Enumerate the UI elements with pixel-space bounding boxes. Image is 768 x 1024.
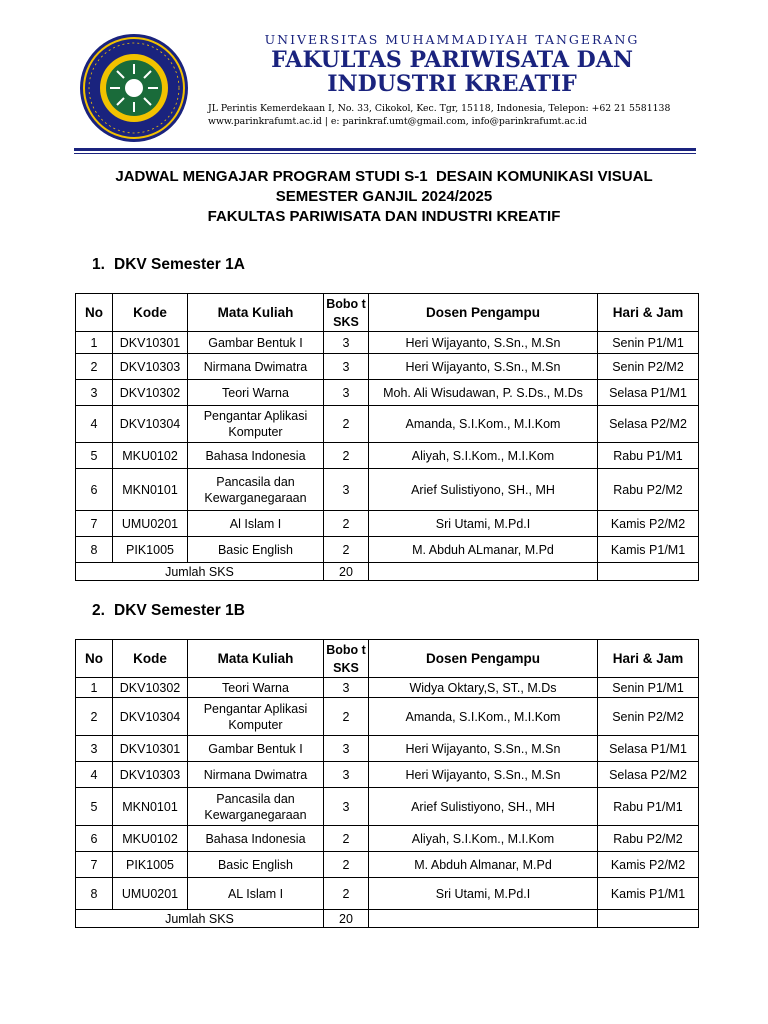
cell-hari: Rabu P2/M2 <box>598 469 699 511</box>
table-row <box>76 332 699 354</box>
cell-sks: 3 <box>324 469 369 511</box>
title-line-3: FAKULTAS PARIWISATA DAN INDUSTRI KREATIF <box>207 208 561 225</box>
cell-matkul: Al Islam I <box>188 511 324 537</box>
col-header-no: No <box>76 640 113 678</box>
cell-hari: Rabu P2/M2 <box>598 826 699 852</box>
cell-sks: 2 <box>324 878 369 910</box>
cell-dosen: Heri Wijayanto, S.Sn., M.Sn <box>369 332 598 354</box>
col-header-hari: Hari & Jam <box>598 294 699 332</box>
section-number: 1. <box>92 256 105 273</box>
cell-hari: Kamis P2/M2 <box>598 511 699 537</box>
faculty-name-line2: INDUSTRI KREATIF <box>327 71 577 97</box>
total-sks: 20 <box>324 910 369 928</box>
section-title-1a <box>92 256 245 274</box>
cell-matkul: Pancasila dan Kewarganegaraan <box>188 788 324 826</box>
cell-hari: Senin P2/M2 <box>598 354 699 380</box>
table-row <box>76 852 699 878</box>
cell-kode: MKU0102 <box>113 826 188 852</box>
total-label: Jumlah SKS <box>76 910 324 928</box>
cell-no: 6 <box>76 469 113 511</box>
cell-sks: 2 <box>324 852 369 878</box>
table-row <box>76 826 699 852</box>
cell-dosen: Heri Wijayanto, S.Sn., M.Sn <box>369 354 598 380</box>
col-header-sks: Bobo t SKS <box>324 294 369 332</box>
cell-sks: 2 <box>324 406 369 443</box>
cell-sks: 2 <box>324 826 369 852</box>
cell-sks: 2 <box>324 443 369 469</box>
header-divider <box>74 148 696 151</box>
cell-no: 4 <box>76 406 113 443</box>
table-row <box>76 443 699 469</box>
cell-kode: DKV10302 <box>113 678 188 698</box>
cell-kode: PIK1005 <box>113 852 188 878</box>
cell-matkul: Pengantar Aplikasi Komputer <box>188 698 324 736</box>
cell-kode: DKV10301 <box>113 736 188 762</box>
col-header-dosen: Dosen Pengampu <box>369 640 598 678</box>
col-header-matkul: Mata Kuliah <box>188 640 324 678</box>
cell-kode: DKV10303 <box>113 762 188 788</box>
cell-dosen: Widya Oktary,S, ST., M.Ds <box>369 678 598 698</box>
cell-kode: DKV10303 <box>113 354 188 380</box>
col-header-no: No <box>76 294 113 332</box>
col-header-sks: Bobo t SKS <box>324 640 369 678</box>
cell-dosen: Amanda, S.I.Kom., M.I.Kom <box>369 698 598 736</box>
cell-sks: 3 <box>324 380 369 406</box>
cell-hari: Kamis P1/M1 <box>598 537 699 563</box>
table-row <box>76 878 699 910</box>
section-name: DKV Semester 1A <box>114 256 245 273</box>
cell-dosen: Moh. Ali Wisudawan, P. S.Ds., M.Ds <box>369 380 598 406</box>
table-row <box>76 788 699 826</box>
cell-no: 8 <box>76 878 113 910</box>
table-row <box>76 469 699 511</box>
cell-dosen: Arief Sulistiyono, SH., MH <box>369 788 598 826</box>
cell-dosen: Sri Utami, M.Pd.I <box>369 878 598 910</box>
table-row <box>76 511 699 537</box>
faculty-address: JL Perintis Kemerdekaan I, No. 33, Cikokol, Kec. Tgr, 15118, Indonesia, Telepon: +62 21 5581138 <box>208 103 671 114</box>
empty-cell <box>598 910 699 928</box>
cell-hari: Selasa P2/M2 <box>598 762 699 788</box>
empty-cell <box>369 563 598 581</box>
total-row <box>76 563 699 581</box>
cell-hari: Rabu P1/M1 <box>598 788 699 826</box>
cell-no: 1 <box>76 332 113 354</box>
cell-kode: PIK1005 <box>113 537 188 563</box>
document-title <box>72 167 696 227</box>
cell-hari: Senin P1/M1 <box>598 678 699 698</box>
section-title-1b <box>92 602 245 620</box>
cell-hari: Kamis P2/M2 <box>598 852 699 878</box>
cell-dosen: Sri Utami, M.Pd.I <box>369 511 598 537</box>
cell-dosen: Amanda, S.I.Kom., M.I.Kom <box>369 406 598 443</box>
cell-no: 5 <box>76 788 113 826</box>
cell-kode: MKN0101 <box>113 788 188 826</box>
cell-no: 3 <box>76 736 113 762</box>
cell-sks: 3 <box>324 736 369 762</box>
col-header-hari: Hari & Jam <box>598 640 699 678</box>
cell-matkul: Nirmana Dwimatra <box>188 354 324 380</box>
cell-no: 3 <box>76 380 113 406</box>
faculty-name-line1: FAKULTAS PARIWISATA DAN <box>271 47 633 73</box>
col-header-kode: Kode <box>113 640 188 678</box>
header-divider-thin <box>74 153 696 154</box>
cell-dosen: Aliyah, S.I.Kom., M.I.Kom <box>369 826 598 852</box>
cell-sks: 2 <box>324 537 369 563</box>
cell-no: 6 <box>76 826 113 852</box>
cell-no: 7 <box>76 511 113 537</box>
cell-hari: Kamis P1/M1 <box>598 878 699 910</box>
table-row <box>76 537 699 563</box>
cell-hari: Senin P1/M1 <box>598 332 699 354</box>
cell-matkul: Pancasila dan Kewarganegaraan <box>188 469 324 511</box>
section-number: 2. <box>92 602 105 619</box>
cell-hari: Selasa P2/M2 <box>598 406 699 443</box>
total-row <box>76 910 699 928</box>
cell-kode: UMU0201 <box>113 878 188 910</box>
cell-no: 2 <box>76 698 113 736</box>
table-row <box>76 406 699 443</box>
cell-no: 2 <box>76 354 113 380</box>
cell-sks: 3 <box>324 354 369 380</box>
cell-sks: 3 <box>324 678 369 698</box>
table-body-1a <box>76 332 699 581</box>
cell-matkul: Bahasa Indonesia <box>188 443 324 469</box>
cell-kode: UMU0201 <box>113 511 188 537</box>
cell-kode: MKN0101 <box>113 469 188 511</box>
university-name: UNIVERSITAS MUHAMMADIYAH TANGERANG <box>264 32 640 47</box>
table-row <box>76 678 699 698</box>
cell-matkul: Nirmana Dwimatra <box>188 762 324 788</box>
cell-hari: Selasa P1/M1 <box>598 736 699 762</box>
section-name: DKV Semester 1B <box>114 602 245 619</box>
cell-dosen: M. Abduh Almanar, M.Pd <box>369 852 598 878</box>
cell-kode: DKV10304 <box>113 406 188 443</box>
schedule-table-1a <box>75 293 699 581</box>
table-row <box>76 354 699 380</box>
col-header-dosen: Dosen Pengampu <box>369 294 598 332</box>
cell-no: 1 <box>76 678 113 698</box>
cell-sks: 3 <box>324 788 369 826</box>
schedule-table-1b <box>75 639 699 928</box>
table-row <box>76 762 699 788</box>
col-header-matkul: Mata Kuliah <box>188 294 324 332</box>
total-sks: 20 <box>324 563 369 581</box>
cell-matkul: Basic English <box>188 852 324 878</box>
cell-matkul: Gambar Bentuk I <box>188 736 324 762</box>
cell-matkul: Pengantar Aplikasi Komputer <box>188 406 324 443</box>
cell-no: 7 <box>76 852 113 878</box>
empty-cell <box>369 910 598 928</box>
cell-matkul: Basic English <box>188 537 324 563</box>
table-row <box>76 698 699 736</box>
cell-matkul: Gambar Bentuk I <box>188 332 324 354</box>
title-line-1: JADWAL MENGAJAR PROGRAM STUDI S-1 DESAIN KOMUNIKASI VISUAL <box>115 168 653 185</box>
cell-dosen: M. Abduh ALmanar, M.Pd <box>369 537 598 563</box>
col-header-kode: Kode <box>113 294 188 332</box>
faculty-contact: www.parinkrafumt.ac.id | e: parinkraf.umt@gmail.com, info@parinkrafumt.ac.id <box>208 116 587 127</box>
cell-kode: DKV10301 <box>113 332 188 354</box>
cell-hari: Senin P2/M2 <box>598 698 699 736</box>
cell-no: 5 <box>76 443 113 469</box>
cell-no: 4 <box>76 762 113 788</box>
empty-cell <box>598 563 699 581</box>
cell-sks: 3 <box>324 762 369 788</box>
cell-matkul: Teori Warna <box>188 380 324 406</box>
title-line-2: SEMESTER GANJIL 2024/2025 <box>275 188 493 205</box>
cell-dosen: Aliyah, S.I.Kom., M.I.Kom <box>369 443 598 469</box>
university-seal-icon <box>78 32 190 144</box>
cell-dosen: Arief Sulistiyono, SH., MH <box>369 469 598 511</box>
cell-sks: 3 <box>324 332 369 354</box>
cell-sks: 2 <box>324 698 369 736</box>
cell-matkul: AL Islam I <box>188 878 324 910</box>
letterhead <box>72 26 696 156</box>
cell-matkul: Teori Warna <box>188 678 324 698</box>
table-row <box>76 736 699 762</box>
cell-dosen: Heri Wijayanto, S.Sn., M.Sn <box>369 736 598 762</box>
cell-sks: 2 <box>324 511 369 537</box>
table-row <box>76 380 699 406</box>
cell-no: 8 <box>76 537 113 563</box>
total-label: Jumlah SKS <box>76 563 324 581</box>
cell-kode: DKV10304 <box>113 698 188 736</box>
cell-kode: DKV10302 <box>113 380 188 406</box>
cell-matkul: Bahasa Indonesia <box>188 826 324 852</box>
table-body-1b <box>76 678 699 928</box>
cell-hari: Rabu P1/M1 <box>598 443 699 469</box>
cell-kode: MKU0102 <box>113 443 188 469</box>
cell-dosen: Heri Wijayanto, S.Sn., M.Sn <box>369 762 598 788</box>
cell-hari: Selasa P1/M1 <box>598 380 699 406</box>
